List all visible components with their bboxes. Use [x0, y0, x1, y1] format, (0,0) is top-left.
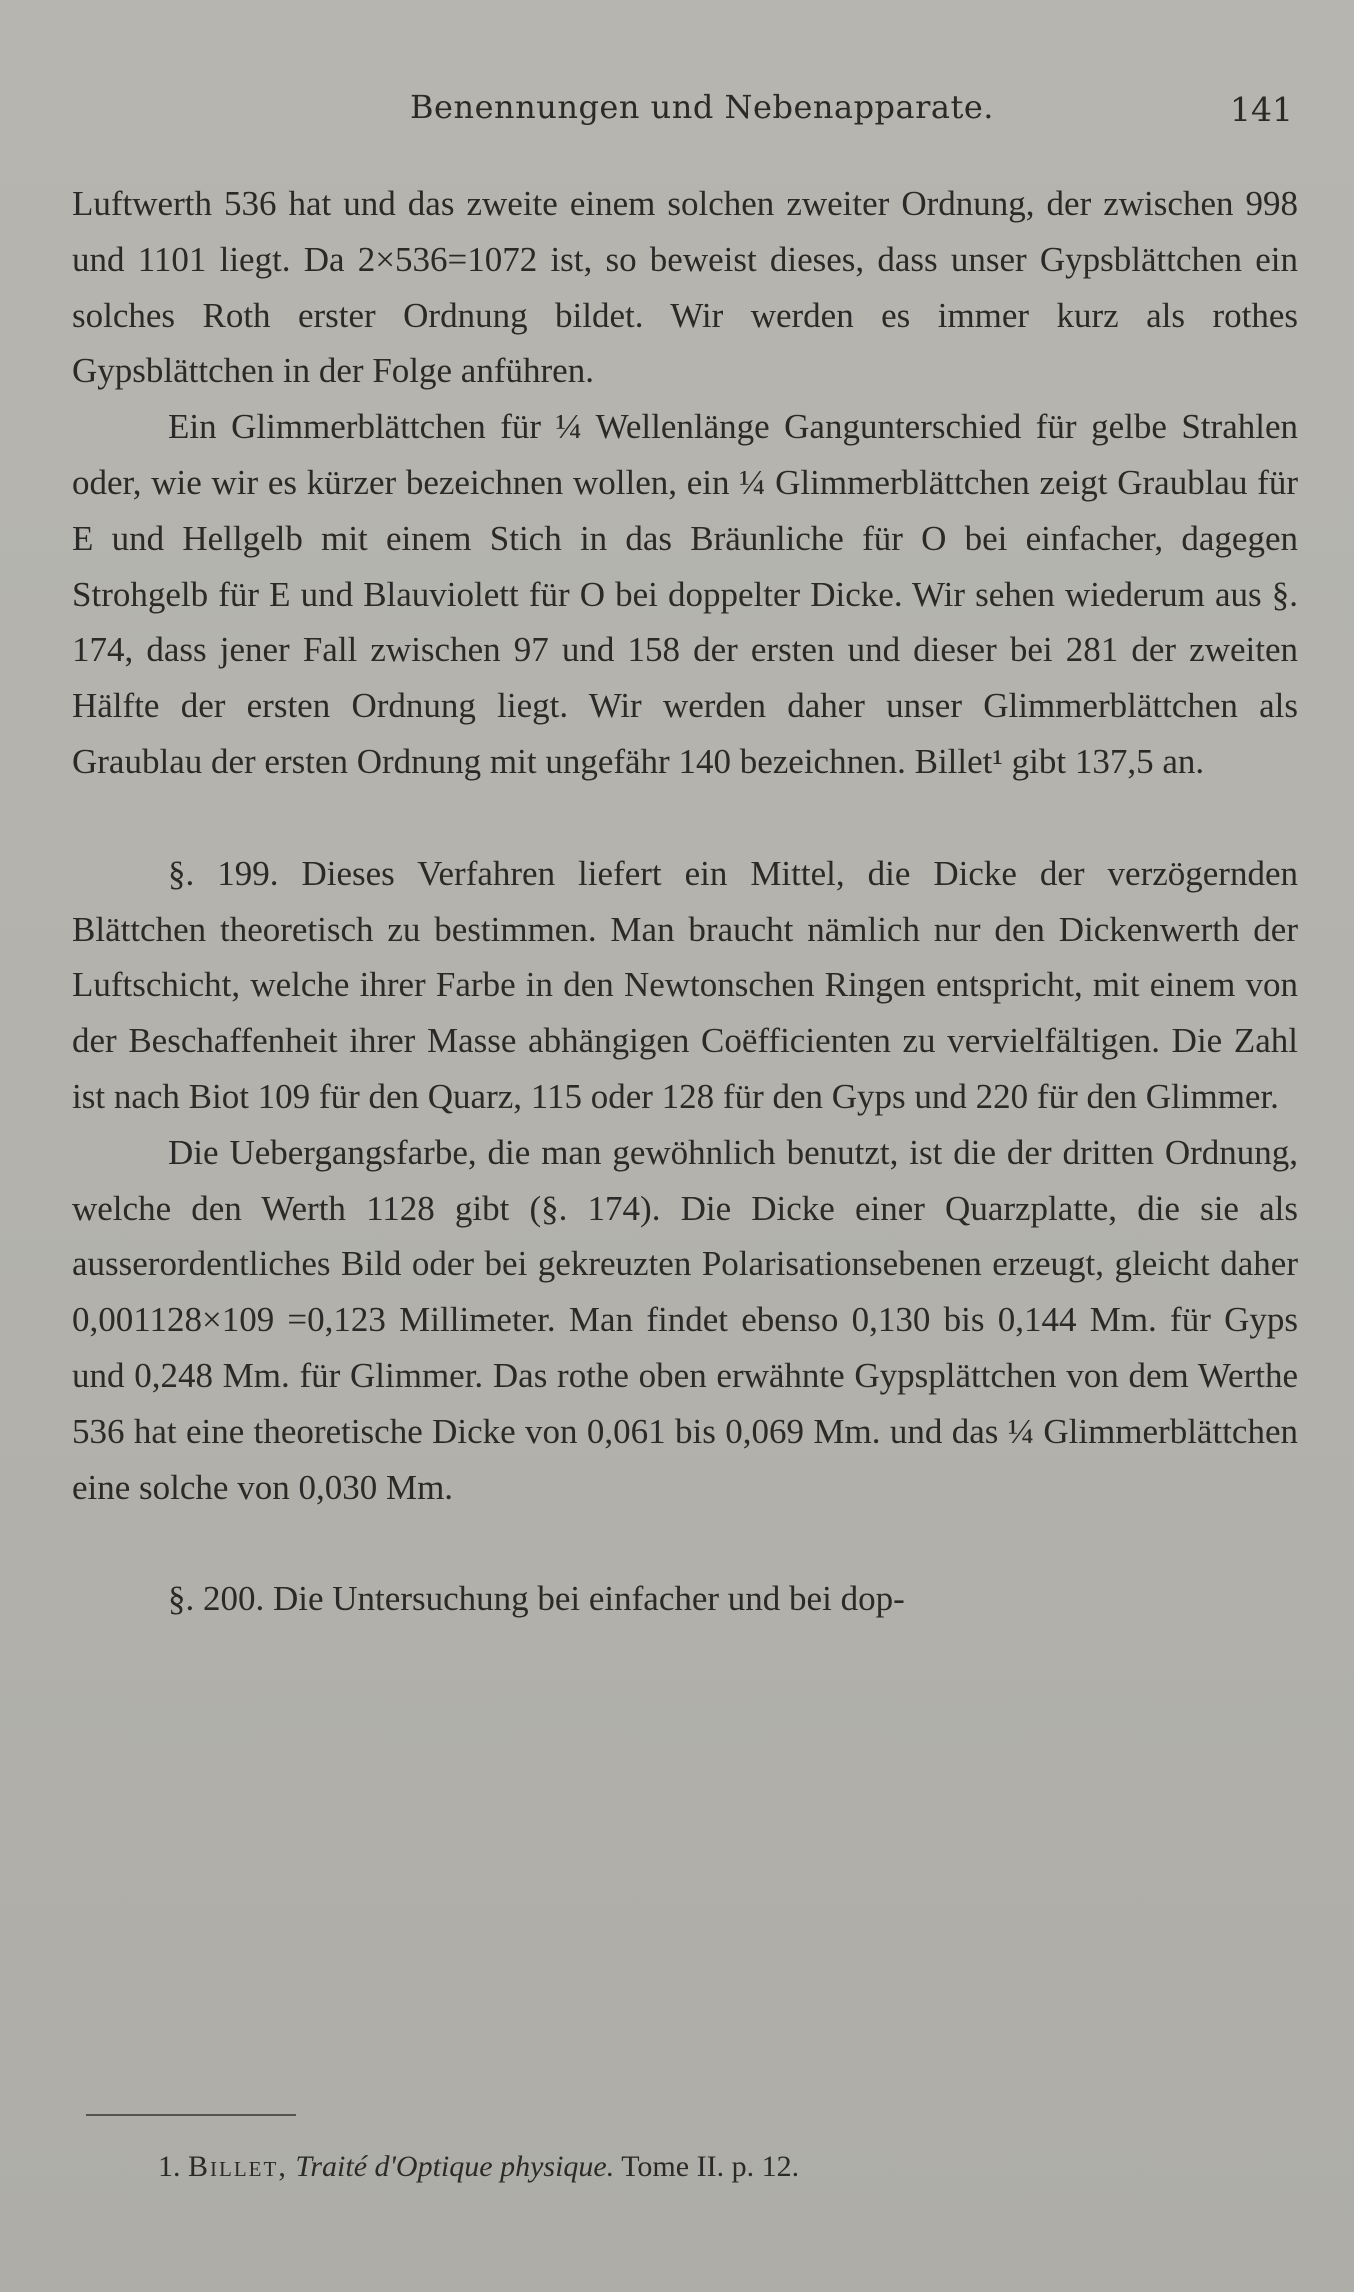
footnote-number: 1.	[158, 2150, 181, 2183]
paragraph-continuation: Luftwerth 536 hat und das zweite einem solchen zweiter Ordnung, der zwischen 998 und 1101 liegt. Da 2×536=1072 ist, so beweist dieses, dass unser Gypsblättchen ein solches Roth erster Ordnung bildet. Wir werden es immer kurz als rothes Gypsblättchen in der Folge anführen.	[72, 184, 1298, 391]
page-header	[0, 88, 1354, 128]
footnote-author: Billet,	[188, 2150, 288, 2183]
footnote	[158, 2150, 799, 2184]
paragraph-section-199: §. 199. Dieses Verfahren liefert ein Mittel, die Dicke der verzögernden Blättchen theoretisch zu bestimmen. Man braucht nämlich nur den Dickenwerth der Luftschicht, welche ihrer Farbe in den Newtonschen Ringen entspricht, mit einem von der Beschaffenheit ihrer Masse abhängigen Coëfficienten zu vervielfältigen. Die Zahl ist nach Biot 109 für den Quarz, 115 oder 128 für den Gyps und 220 für den Glimmer.	[72, 853, 1298, 1116]
footnote-rule	[86, 2114, 296, 2116]
page-number: 141	[1230, 90, 1293, 129]
paragraph-glimmer: Ein Glimmerblättchen für ¼ Wellenlänge Gangunterschied für gelbe Strahlen oder, wie wir es kürzer bezeichnen wollen, ein ¼ Glimmerblättchen zeigt Graublau für E und Hellgelb mit einem Stich in das Bräunliche für O bei einfacher, dagegen Strohgelb für E und Blauviolett für O bei doppelter Dicke. Wir sehen wiederum aus §. 174, dass jener Fall zwischen 97 und 158 der ersten und dieser bei 281 der zweiten Hälfte der ersten Ordnung liegt. Wir werden daher unser Glimmerblättchen als Graublau der ersten Ordnung mit ungefähr 140 bezeichnen. Billet¹ gibt 137,5 an.	[72, 407, 1298, 781]
body-text	[72, 176, 1298, 1627]
footnote-title: Traité d'Optique physique.	[295, 2150, 615, 2183]
running-title: Benennungen und Nebenapparate.	[410, 88, 994, 126]
paragraph-uebergangsfarbe: Die Uebergangsfarbe, die man gewöhnlich benutzt, ist die der dritten Ordnung, welche den Werth 1128 gibt (§. 174). Die Dicke einer Quarzplatte, die sie als ausserordentliches Bild oder bei gekreuzten Polarisationsebenen erzeugt, gleicht daher 0,001128×109 =0,123 Millimeter. Man findet ebenso 0,130 bis 0,144 Mm. für Gyps und 0,248 Mm. für Glimmer. Das rothe oben erwähnte Gypsplättchen von dem Werthe 536 hat eine theoretische Dicke von 0,061 bis 0,069 Mm. und das ¼ Glimmerblättchen eine solche von 0,030 Mm.	[72, 1132, 1298, 1507]
footnote-reference: Tome II. p. 12.	[621, 2150, 800, 2183]
paragraph-section-200: §. 200. Die Untersuchung bei einfacher und bei dop-	[168, 1579, 905, 1619]
